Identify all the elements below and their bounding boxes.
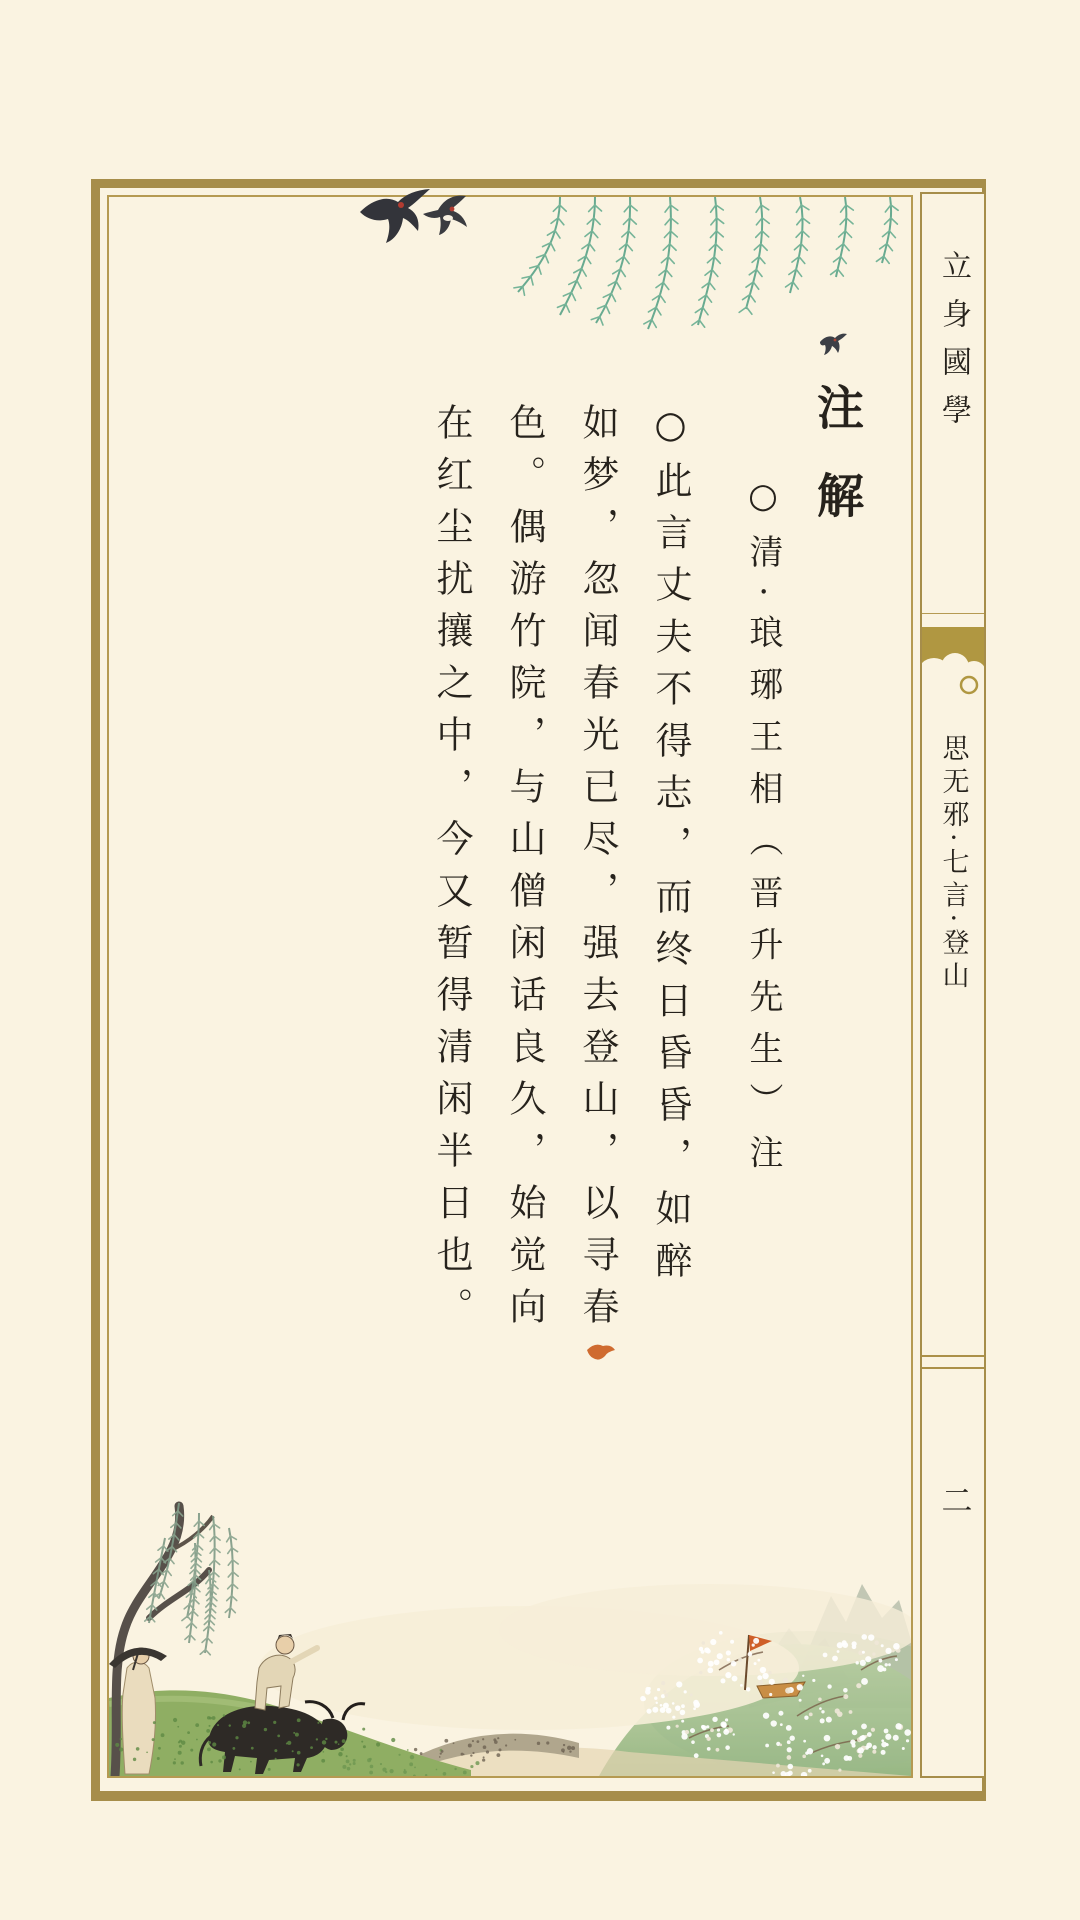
masthead-label: 立身國學: [936, 250, 971, 442]
body-column-2: 如梦，忽闻春光已尽，强去登山，以寻春: [576, 403, 619, 1339]
small-swallow-icon: [816, 332, 848, 358]
sidebar-divider: [922, 613, 984, 614]
cloud-ruyi-band: [922, 623, 984, 707]
body-column-4: 在红尘扰攘之中，今又暂得清闲半日也。: [430, 403, 473, 1339]
author-column: ○清·琅琊王相（晋升先生）注: [743, 476, 783, 1187]
sidebar-divider-bottom: [922, 1355, 984, 1369]
section-label: 思无邪·七言·登山: [937, 734, 969, 995]
sidebar: [920, 192, 986, 1778]
annotation-title: 注解: [809, 383, 864, 559]
body-column-3: 色。偶游竹院，与山僧闲话良久，始觉向: [503, 403, 546, 1339]
willow-branches: [500, 197, 911, 347]
body-column-1: ○此言丈夫不得志，而终日昏昏，如醉: [649, 403, 692, 1293]
page-number: 二: [935, 1484, 972, 1515]
swallow-pair-icon: [358, 186, 478, 252]
